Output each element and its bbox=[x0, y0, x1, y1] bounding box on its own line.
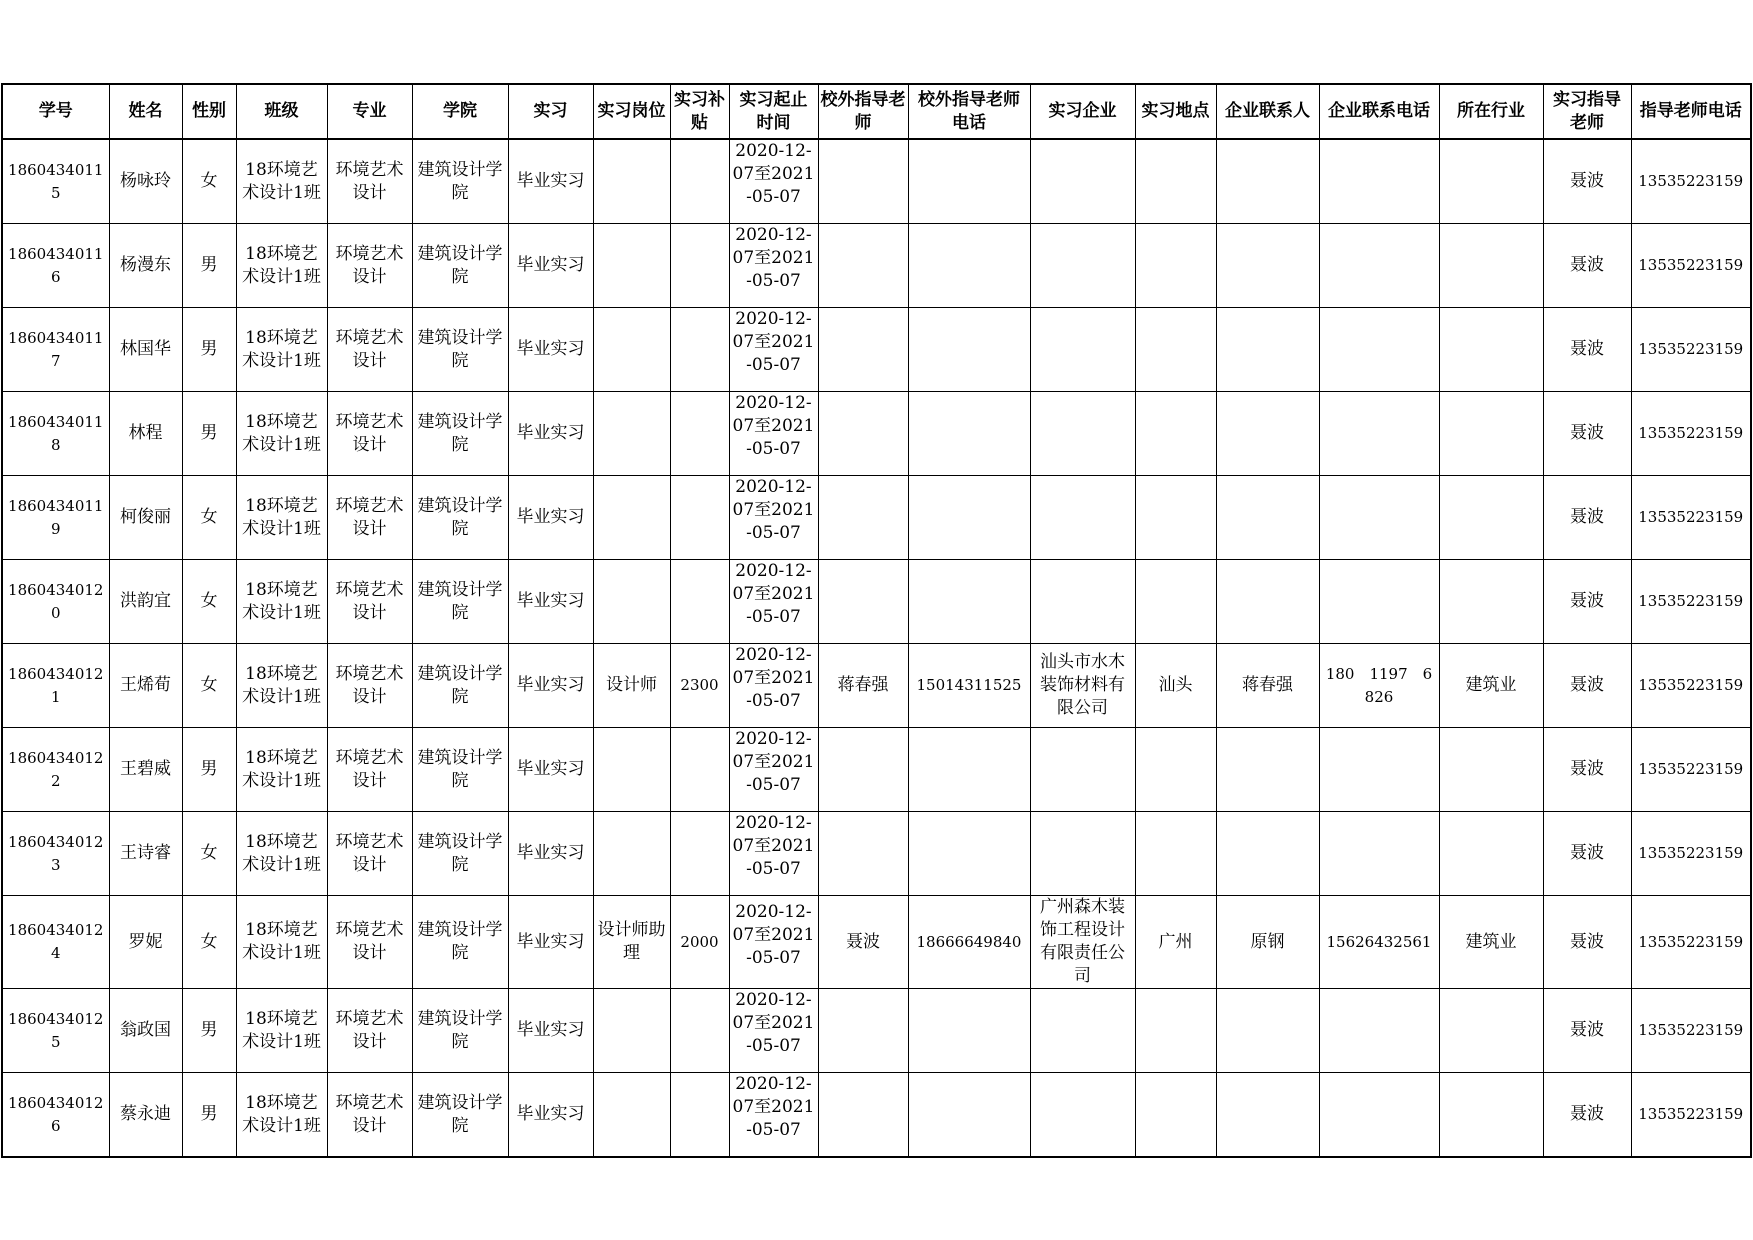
col-college-cell: 建筑设计学院 bbox=[412, 224, 508, 308]
col-company-cell: 广州森木装饰工程设计有限责任公司 bbox=[1030, 896, 1135, 989]
col-company-contact-cell: 蒋春强 bbox=[1216, 644, 1319, 728]
col-advisor-cell: 聂波 bbox=[1543, 1073, 1631, 1158]
col-class-cell: 18环境艺术设计1班 bbox=[236, 644, 327, 728]
col-position-cell bbox=[593, 139, 670, 224]
col-company-cell bbox=[1030, 476, 1135, 560]
col-external-advisor-phone-cell bbox=[908, 224, 1030, 308]
col-position-cell: 设计师助理 bbox=[593, 896, 670, 989]
col-external-advisor-cell bbox=[818, 139, 908, 224]
col-major-cell: 环境艺术设计 bbox=[327, 560, 412, 644]
col-class-cell: 18环境艺术设计1班 bbox=[236, 896, 327, 989]
col-external-advisor-phone-cell bbox=[908, 812, 1030, 896]
col-industry-cell bbox=[1439, 308, 1543, 392]
col-advisor-phone-cell: 13535223159 bbox=[1631, 224, 1751, 308]
period-text: 2020-12-07至2021-05-07 bbox=[732, 729, 815, 795]
col-name-cell: 王诗睿 bbox=[109, 812, 182, 896]
col-subsidy-cell bbox=[670, 1073, 729, 1158]
col-college-cell: 建筑设计学院 bbox=[412, 560, 508, 644]
col-company-phone-cell bbox=[1319, 560, 1439, 644]
col-advisor-cell: 聂波 bbox=[1543, 896, 1631, 989]
col-college-cell: 建筑设计学院 bbox=[412, 139, 508, 224]
col-period-cell bbox=[729, 644, 818, 728]
col-industry-cell bbox=[1439, 476, 1543, 560]
col-period-cell bbox=[729, 728, 818, 812]
col-name-cell: 王碧威 bbox=[109, 728, 182, 812]
col-company-cell bbox=[1030, 224, 1135, 308]
col-company-phone-cell bbox=[1319, 139, 1439, 224]
col-company-contact-cell bbox=[1216, 476, 1319, 560]
col-student-id-cell: 18604340125 bbox=[2, 989, 109, 1073]
col-position-cell bbox=[593, 224, 670, 308]
col-internship-cell: 毕业实习 bbox=[508, 476, 593, 560]
col-external-advisor-phone-header: 校外指导老师电话 bbox=[908, 84, 1030, 139]
col-major-cell: 环境艺术设计 bbox=[327, 812, 412, 896]
col-student-id-cell: 18604340119 bbox=[2, 476, 109, 560]
col-internship-cell: 毕业实习 bbox=[508, 812, 593, 896]
col-college-cell: 建筑设计学院 bbox=[412, 812, 508, 896]
col-college-cell: 建筑设计学院 bbox=[412, 308, 508, 392]
col-student-id-cell: 18604340126 bbox=[2, 1073, 109, 1158]
col-class-cell: 18环境艺术设计1班 bbox=[236, 476, 327, 560]
col-industry-cell: 建筑业 bbox=[1439, 644, 1543, 728]
col-gender-cell: 男 bbox=[182, 308, 236, 392]
col-advisor-phone-header: 指导老师电话 bbox=[1631, 84, 1751, 139]
col-position-cell bbox=[593, 476, 670, 560]
col-period-cell bbox=[729, 392, 818, 476]
col-internship-cell: 毕业实习 bbox=[508, 989, 593, 1073]
col-industry-cell bbox=[1439, 728, 1543, 812]
table-row bbox=[2, 476, 1751, 560]
col-subsidy-cell bbox=[670, 224, 729, 308]
col-company-contact-header: 企业联系人 bbox=[1216, 84, 1319, 139]
table-row bbox=[2, 728, 1751, 812]
col-external-advisor-cell bbox=[818, 308, 908, 392]
col-company-cell bbox=[1030, 728, 1135, 812]
period-text: 2020-12-07至2021-05-07 bbox=[732, 990, 815, 1056]
col-subsidy-cell bbox=[670, 560, 729, 644]
period-text: 2020-12-07至2021-05-07 bbox=[732, 1074, 815, 1140]
col-name-cell: 杨咏玲 bbox=[109, 139, 182, 224]
col-location-cell: 广州 bbox=[1135, 896, 1216, 989]
col-company-phone-cell bbox=[1319, 308, 1439, 392]
col-name-header: 姓名 bbox=[109, 84, 182, 139]
col-student-id-cell: 18604340115 bbox=[2, 139, 109, 224]
col-company-contact-cell bbox=[1216, 989, 1319, 1073]
col-company-phone-cell bbox=[1319, 1073, 1439, 1158]
col-advisor-phone-cell: 13535223159 bbox=[1631, 392, 1751, 476]
internship-table bbox=[1, 83, 1752, 1158]
col-class-cell: 18环境艺术设计1班 bbox=[236, 1073, 327, 1158]
col-advisor-cell: 聂波 bbox=[1543, 989, 1631, 1073]
col-advisor-cell: 聂波 bbox=[1543, 308, 1631, 392]
col-industry-cell bbox=[1439, 392, 1543, 476]
col-company-cell bbox=[1030, 1073, 1135, 1158]
col-company-phone-cell bbox=[1319, 812, 1439, 896]
col-gender-cell: 男 bbox=[182, 728, 236, 812]
col-advisor-cell: 聂波 bbox=[1543, 728, 1631, 812]
col-company-cell bbox=[1030, 560, 1135, 644]
col-major-cell: 环境艺术设计 bbox=[327, 728, 412, 812]
col-position-cell bbox=[593, 989, 670, 1073]
col-external-advisor-cell: 聂波 bbox=[818, 896, 908, 989]
col-company-contact-cell bbox=[1216, 728, 1319, 812]
table-row bbox=[2, 224, 1751, 308]
period-text: 2020-12-07至2021-05-07 bbox=[732, 477, 815, 543]
col-external-advisor-cell bbox=[818, 392, 908, 476]
col-position-header: 实习岗位 bbox=[593, 84, 670, 139]
col-internship-cell: 毕业实习 bbox=[508, 392, 593, 476]
col-advisor-phone-cell: 13535223159 bbox=[1631, 139, 1751, 224]
col-name-cell: 林国华 bbox=[109, 308, 182, 392]
col-company-phone-cell bbox=[1319, 476, 1439, 560]
col-class-cell: 18环境艺术设计1班 bbox=[236, 308, 327, 392]
col-advisor-cell: 聂波 bbox=[1543, 560, 1631, 644]
col-period-cell bbox=[729, 560, 818, 644]
col-class-cell: 18环境艺术设计1班 bbox=[236, 728, 327, 812]
col-advisor-phone-cell: 13535223159 bbox=[1631, 989, 1751, 1073]
col-advisor-phone-cell: 13535223159 bbox=[1631, 476, 1751, 560]
col-company-contact-cell bbox=[1216, 224, 1319, 308]
period-text: 2020-12-07至2021-05-07 bbox=[732, 813, 815, 879]
col-internship-cell: 毕业实习 bbox=[508, 1073, 593, 1158]
period-text: 2020-12-07至2021-05-07 bbox=[732, 561, 815, 627]
col-major-cell: 环境艺术设计 bbox=[327, 139, 412, 224]
col-major-header: 专业 bbox=[327, 84, 412, 139]
col-college-header: 学院 bbox=[412, 84, 508, 139]
table-row bbox=[2, 560, 1751, 644]
col-external-advisor-phone-cell bbox=[908, 728, 1030, 812]
col-subsidy-cell bbox=[670, 139, 729, 224]
col-external-advisor-header: 校外指导老师 bbox=[818, 84, 908, 139]
col-subsidy-cell bbox=[670, 812, 729, 896]
col-company-contact-cell bbox=[1216, 1073, 1319, 1158]
period-text: 2020-12-07至2021-05-07 bbox=[732, 901, 815, 968]
col-period-cell bbox=[729, 812, 818, 896]
col-period-cell bbox=[729, 989, 818, 1073]
col-company-phone-cell bbox=[1319, 224, 1439, 308]
col-student-id-cell: 18604340116 bbox=[2, 224, 109, 308]
col-external-advisor-cell bbox=[818, 812, 908, 896]
col-advisor-phone-cell: 13535223159 bbox=[1631, 560, 1751, 644]
col-major-cell: 环境艺术设计 bbox=[327, 644, 412, 728]
col-name-cell: 王烯荀 bbox=[109, 644, 182, 728]
col-external-advisor-cell bbox=[818, 989, 908, 1073]
col-internship-cell: 毕业实习 bbox=[508, 560, 593, 644]
col-advisor-cell: 聂波 bbox=[1543, 139, 1631, 224]
col-advisor-header: 实习指导老师 bbox=[1543, 84, 1631, 139]
table-row bbox=[2, 392, 1751, 476]
col-location-cell bbox=[1135, 812, 1216, 896]
col-position-cell bbox=[593, 1073, 670, 1158]
table-row bbox=[2, 308, 1751, 392]
col-advisor-phone-cell: 13535223159 bbox=[1631, 728, 1751, 812]
col-internship-cell: 毕业实习 bbox=[508, 644, 593, 728]
col-college-cell: 建筑设计学院 bbox=[412, 728, 508, 812]
col-external-advisor-cell: 蒋春强 bbox=[818, 644, 908, 728]
col-gender-cell: 女 bbox=[182, 812, 236, 896]
col-student-id-cell: 18604340118 bbox=[2, 392, 109, 476]
col-advisor-phone-cell: 13535223159 bbox=[1631, 644, 1751, 728]
col-location-cell bbox=[1135, 308, 1216, 392]
col-class-cell: 18环境艺术设计1班 bbox=[236, 989, 327, 1073]
col-location-cell: 汕头 bbox=[1135, 644, 1216, 728]
col-student-id-cell: 18604340117 bbox=[2, 308, 109, 392]
col-name-cell: 罗妮 bbox=[109, 896, 182, 989]
col-period-cell bbox=[729, 1073, 818, 1158]
col-major-cell: 环境艺术设计 bbox=[327, 224, 412, 308]
col-major-cell: 环境艺术设计 bbox=[327, 392, 412, 476]
period-text: 2020-12-07至2021-05-07 bbox=[732, 645, 815, 711]
col-company-contact-cell bbox=[1216, 812, 1319, 896]
col-period-cell bbox=[729, 896, 818, 989]
col-college-cell: 建筑设计学院 bbox=[412, 476, 508, 560]
col-subsidy-cell bbox=[670, 476, 729, 560]
period-text: 2020-12-07至2021-05-07 bbox=[732, 309, 815, 375]
col-subsidy-cell bbox=[670, 392, 729, 476]
col-internship-cell: 毕业实习 bbox=[508, 896, 593, 989]
col-major-cell: 环境艺术设计 bbox=[327, 476, 412, 560]
col-student-id-header: 学号 bbox=[2, 84, 109, 139]
col-gender-cell: 男 bbox=[182, 989, 236, 1073]
table-header bbox=[2, 84, 1751, 139]
col-company-phone-cell: 180 1197 6826 bbox=[1319, 644, 1439, 728]
col-major-cell: 环境艺术设计 bbox=[327, 308, 412, 392]
col-external-advisor-phone-cell bbox=[908, 308, 1030, 392]
col-college-cell: 建筑设计学院 bbox=[412, 1073, 508, 1158]
col-external-advisor-cell bbox=[818, 728, 908, 812]
col-college-cell: 建筑设计学院 bbox=[412, 392, 508, 476]
col-external-advisor-phone-cell bbox=[908, 560, 1030, 644]
col-location-cell bbox=[1135, 728, 1216, 812]
col-internship-cell: 毕业实习 bbox=[508, 308, 593, 392]
col-gender-cell: 女 bbox=[182, 644, 236, 728]
col-position-cell bbox=[593, 812, 670, 896]
col-position-cell bbox=[593, 392, 670, 476]
table-row bbox=[2, 644, 1751, 728]
period-text: 2020-12-07至2021-05-07 bbox=[732, 225, 815, 291]
col-industry-cell: 建筑业 bbox=[1439, 896, 1543, 989]
col-location-cell bbox=[1135, 224, 1216, 308]
period-text: 2020-12-07至2021-05-07 bbox=[732, 393, 815, 459]
col-advisor-phone-cell: 13535223159 bbox=[1631, 308, 1751, 392]
col-subsidy-cell bbox=[670, 308, 729, 392]
col-class-cell: 18环境艺术设计1班 bbox=[236, 392, 327, 476]
col-student-id-cell: 18604340122 bbox=[2, 728, 109, 812]
col-student-id-cell: 18604340121 bbox=[2, 644, 109, 728]
col-advisor-phone-cell: 13535223159 bbox=[1631, 1073, 1751, 1158]
col-industry-cell bbox=[1439, 812, 1543, 896]
col-industry-cell bbox=[1439, 224, 1543, 308]
col-company-cell bbox=[1030, 392, 1135, 476]
col-gender-cell: 女 bbox=[182, 896, 236, 989]
col-class-cell: 18环境艺术设计1班 bbox=[236, 812, 327, 896]
col-advisor-cell: 聂波 bbox=[1543, 644, 1631, 728]
col-position-cell bbox=[593, 728, 670, 812]
col-subsidy-cell bbox=[670, 989, 729, 1073]
col-location-cell bbox=[1135, 476, 1216, 560]
col-company-contact-cell bbox=[1216, 560, 1319, 644]
col-location-cell bbox=[1135, 1073, 1216, 1158]
col-class-cell: 18环境艺术设计1班 bbox=[236, 224, 327, 308]
col-external-advisor-phone-cell bbox=[908, 1073, 1030, 1158]
table-row bbox=[2, 989, 1751, 1073]
col-external-advisor-phone-cell bbox=[908, 476, 1030, 560]
period-text: 2020-12-07至2021-05-07 bbox=[732, 141, 815, 207]
col-external-advisor-cell bbox=[818, 560, 908, 644]
col-company-phone-cell bbox=[1319, 392, 1439, 476]
col-name-cell: 林程 bbox=[109, 392, 182, 476]
col-subsidy-cell: 2300 bbox=[670, 644, 729, 728]
col-name-cell: 洪韵宜 bbox=[109, 560, 182, 644]
col-advisor-cell: 聂波 bbox=[1543, 476, 1631, 560]
col-advisor-phone-cell: 13535223159 bbox=[1631, 896, 1751, 989]
col-industry-header: 所在行业 bbox=[1439, 84, 1543, 139]
col-class-header: 班级 bbox=[236, 84, 327, 139]
col-company-cell bbox=[1030, 139, 1135, 224]
header-row bbox=[2, 84, 1751, 139]
col-internship-cell: 毕业实习 bbox=[508, 224, 593, 308]
table-row bbox=[2, 1073, 1751, 1158]
col-subsidy-header: 实习补贴 bbox=[670, 84, 729, 139]
col-college-cell: 建筑设计学院 bbox=[412, 989, 508, 1073]
col-external-advisor-cell bbox=[818, 476, 908, 560]
col-name-cell: 柯俊丽 bbox=[109, 476, 182, 560]
col-gender-header: 性别 bbox=[182, 84, 236, 139]
col-class-cell: 18环境艺术设计1班 bbox=[236, 139, 327, 224]
col-company-phone-cell bbox=[1319, 728, 1439, 812]
col-position-cell bbox=[593, 308, 670, 392]
col-advisor-cell: 聂波 bbox=[1543, 392, 1631, 476]
table-row bbox=[2, 896, 1751, 989]
col-company-cell bbox=[1030, 989, 1135, 1073]
col-location-header: 实习地点 bbox=[1135, 84, 1216, 139]
col-company-cell bbox=[1030, 308, 1135, 392]
col-industry-cell bbox=[1439, 989, 1543, 1073]
col-company-phone-cell: 15626432561 bbox=[1319, 896, 1439, 989]
col-advisor-cell: 聂波 bbox=[1543, 812, 1631, 896]
col-internship-cell: 毕业实习 bbox=[508, 139, 593, 224]
col-gender-cell: 男 bbox=[182, 392, 236, 476]
col-subsidy-cell: 2000 bbox=[670, 896, 729, 989]
col-gender-cell: 男 bbox=[182, 224, 236, 308]
col-company-contact-cell bbox=[1216, 308, 1319, 392]
col-company-header: 实习企业 bbox=[1030, 84, 1135, 139]
col-period-cell bbox=[729, 476, 818, 560]
col-position-cell bbox=[593, 560, 670, 644]
col-student-id-cell: 18604340123 bbox=[2, 812, 109, 896]
col-period-header: 实习起止时间 bbox=[729, 84, 818, 139]
col-company-cell bbox=[1030, 812, 1135, 896]
col-external-advisor-phone-cell: 18666649840 bbox=[908, 896, 1030, 989]
col-company-contact-cell: 原钢 bbox=[1216, 896, 1319, 989]
col-gender-cell: 女 bbox=[182, 139, 236, 224]
col-student-id-cell: 18604340120 bbox=[2, 560, 109, 644]
col-external-advisor-phone-cell: 15014311525 bbox=[908, 644, 1030, 728]
col-location-cell bbox=[1135, 392, 1216, 476]
col-industry-cell bbox=[1439, 1073, 1543, 1158]
col-company-contact-cell bbox=[1216, 139, 1319, 224]
col-external-advisor-cell bbox=[818, 1073, 908, 1158]
col-external-advisor-phone-cell bbox=[908, 989, 1030, 1073]
table-body bbox=[2, 139, 1751, 1157]
col-position-cell: 设计师 bbox=[593, 644, 670, 728]
col-gender-cell: 女 bbox=[182, 476, 236, 560]
col-period-cell bbox=[729, 139, 818, 224]
col-external-advisor-cell bbox=[818, 224, 908, 308]
col-name-cell: 杨漫东 bbox=[109, 224, 182, 308]
col-major-cell: 环境艺术设计 bbox=[327, 896, 412, 989]
col-student-id-cell: 18604340124 bbox=[2, 896, 109, 989]
col-internship-header: 实习 bbox=[508, 84, 593, 139]
col-location-cell bbox=[1135, 989, 1216, 1073]
col-company-phone-cell bbox=[1319, 989, 1439, 1073]
col-location-cell bbox=[1135, 139, 1216, 224]
table-row bbox=[2, 812, 1751, 896]
col-advisor-cell: 聂波 bbox=[1543, 224, 1631, 308]
col-company-contact-cell bbox=[1216, 392, 1319, 476]
col-location-cell bbox=[1135, 560, 1216, 644]
col-major-cell: 环境艺术设计 bbox=[327, 1073, 412, 1158]
col-internship-cell: 毕业实习 bbox=[508, 728, 593, 812]
col-period-cell bbox=[729, 308, 818, 392]
col-period-cell bbox=[729, 224, 818, 308]
col-external-advisor-phone-cell bbox=[908, 392, 1030, 476]
col-gender-cell: 男 bbox=[182, 1073, 236, 1158]
col-college-cell: 建筑设计学院 bbox=[412, 896, 508, 989]
col-company-phone-header: 企业联系电话 bbox=[1319, 84, 1439, 139]
col-industry-cell bbox=[1439, 560, 1543, 644]
col-class-cell: 18环境艺术设计1班 bbox=[236, 560, 327, 644]
col-subsidy-cell bbox=[670, 728, 729, 812]
col-advisor-phone-cell: 13535223159 bbox=[1631, 812, 1751, 896]
col-industry-cell bbox=[1439, 139, 1543, 224]
col-name-cell: 翁政国 bbox=[109, 989, 182, 1073]
table-row bbox=[2, 139, 1751, 224]
col-company-cell: 汕头市水木装饰材料有限公司 bbox=[1030, 644, 1135, 728]
col-gender-cell: 女 bbox=[182, 560, 236, 644]
col-college-cell: 建筑设计学院 bbox=[412, 644, 508, 728]
col-external-advisor-phone-cell bbox=[908, 139, 1030, 224]
col-major-cell: 环境艺术设计 bbox=[327, 989, 412, 1073]
col-name-cell: 蔡永迪 bbox=[109, 1073, 182, 1158]
